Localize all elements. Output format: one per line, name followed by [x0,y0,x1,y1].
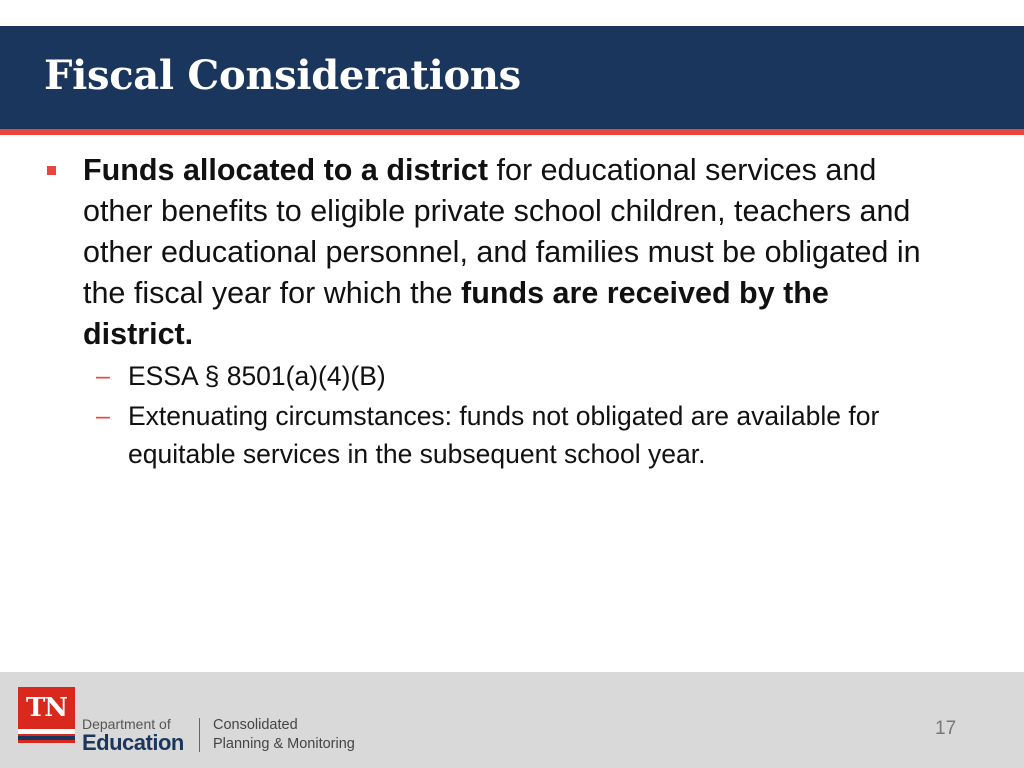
page-number: 17 [935,718,957,739]
dash-bullet-icon: – [96,402,110,430]
bullet-text-middle: for educational services and other benefits to eligible private school children, teachers and other educational personnel, and families must be obligated in the fiscal year for which the [83,153,921,310]
tn-logo-stripe-blue [18,736,75,740]
bullet-bold-tail: funds are received by the district. [83,276,829,351]
bullet-item [44,150,944,355]
tn-logo-stripe [18,729,75,734]
education-label: Education [82,730,184,755]
sub-bullet-text: ESSA § 8501(a)(4)(B) [128,361,386,391]
sub-bullet-item [44,357,944,395]
sub-bullet-text: Extenuating circumstances: funds not obligated are available for equitable services in the subsequent school year. [128,401,880,469]
footer-divider [199,718,200,752]
sub-bullet-item [44,397,944,473]
square-bullet-icon [47,166,56,175]
slide-body [44,150,944,473]
dash-bullet-icon: – [96,362,110,390]
tn-logo [18,687,75,743]
bullet-bold-lead: Funds allocated to a district [83,153,489,187]
division-label-line2: Planning & Monitoring [213,736,355,752]
tn-logo-text: TN [25,693,68,723]
bullet-text [83,150,933,355]
division-label-line1: Consolidated [213,717,298,733]
slide-title: Fiscal Considerations [44,52,521,99]
title-accent-stripe [0,129,1024,135]
department-label: Department of [82,716,171,732]
